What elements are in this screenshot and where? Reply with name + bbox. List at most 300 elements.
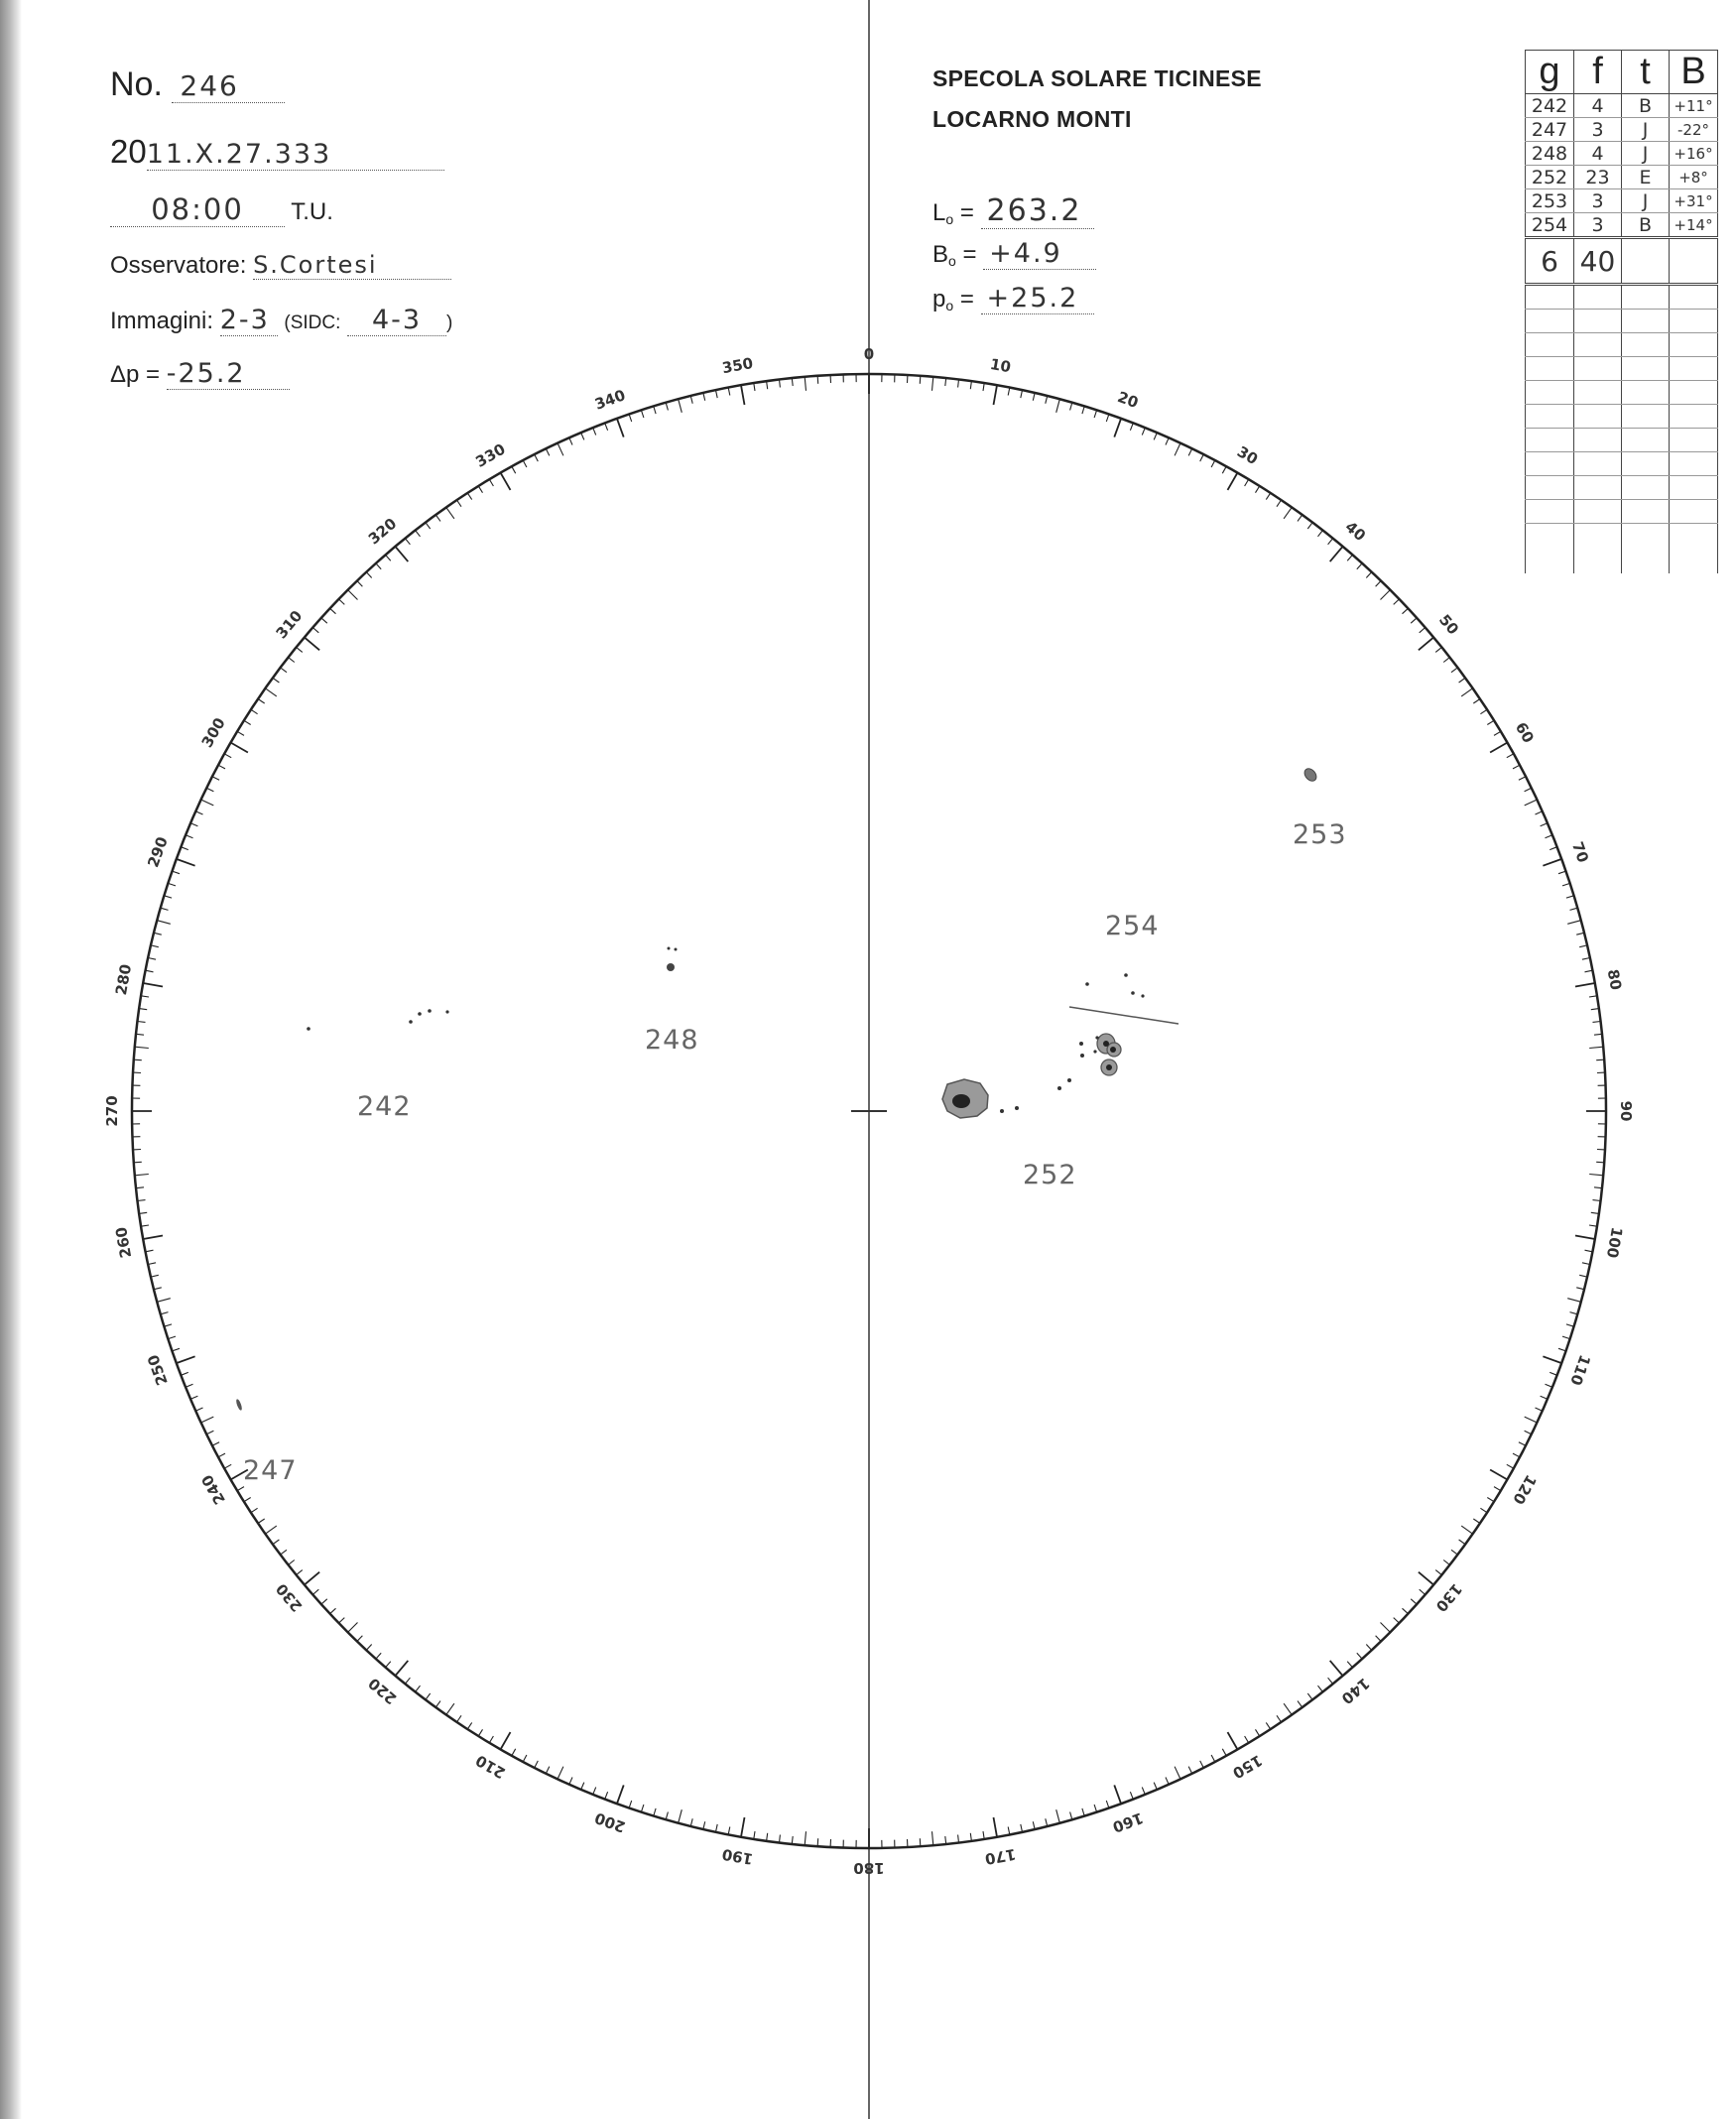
degree-label: 350	[720, 354, 755, 378]
degree-tick	[148, 1263, 156, 1265]
degree-tick	[1033, 393, 1035, 401]
degree-tick	[817, 376, 818, 384]
degree-tick	[523, 1755, 527, 1762]
degree-label: 80	[1603, 967, 1626, 992]
degree-tick	[146, 970, 154, 972]
spot-dot	[1015, 1106, 1019, 1110]
degree-tick	[1394, 1618, 1400, 1624]
degree-tick	[1546, 835, 1552, 838]
p-value: +25.2	[981, 283, 1094, 314]
degree-tick	[1357, 1653, 1362, 1659]
degree-label: 20	[1115, 387, 1141, 413]
sidc-label: (SIDC:	[284, 312, 341, 333]
degree-tick	[154, 933, 162, 935]
degree-tick	[1166, 1778, 1169, 1785]
spot-count: 3	[1574, 118, 1622, 142]
degree-label: 120	[1509, 1471, 1541, 1508]
degree-tick	[1130, 1792, 1133, 1800]
degree-tick	[386, 1662, 391, 1668]
degree-tick	[1593, 1022, 1601, 1023]
degree-tick	[546, 448, 550, 455]
degree-tick	[146, 1250, 154, 1252]
degree-tick	[258, 699, 265, 704]
degree-tick	[932, 1831, 933, 1845]
degree-tick	[1494, 731, 1501, 735]
degree-tick	[138, 1200, 146, 1201]
degree-label: 60	[1511, 718, 1538, 747]
group-type: J	[1622, 189, 1670, 213]
degree-tick	[1589, 1047, 1603, 1048]
degree-tick	[1330, 547, 1343, 561]
L-sub: o	[945, 211, 954, 227]
degree-tick	[297, 647, 303, 652]
degree-tick	[1094, 410, 1097, 418]
umbra-252-f	[1106, 1064, 1112, 1070]
degree-tick	[181, 847, 188, 850]
degree-tick	[1582, 1263, 1590, 1265]
spot-dot	[307, 1027, 310, 1031]
degree-tick	[1589, 1225, 1597, 1226]
degree-tick	[703, 1821, 705, 1829]
degree-tick	[201, 1417, 214, 1423]
degree-tick	[1490, 1470, 1507, 1480]
degree-tick	[805, 377, 806, 391]
degree-label: 10	[988, 354, 1013, 377]
degree-tick	[501, 473, 511, 490]
degree-tick	[143, 1236, 163, 1240]
degree-tick	[1318, 1685, 1323, 1691]
degree-label: 130	[1431, 1579, 1466, 1616]
degree-tick	[1211, 460, 1215, 467]
degree-tick	[1307, 1693, 1312, 1699]
degree-tick	[805, 1831, 806, 1845]
degree-tick	[376, 1653, 381, 1659]
degree-tick	[558, 1767, 563, 1780]
degree-tick	[212, 777, 219, 781]
degree-tick	[1366, 572, 1371, 578]
degree-tick	[1266, 493, 1270, 500]
degree-tick	[157, 921, 171, 925]
degree-tick	[945, 378, 946, 386]
degree-tick	[767, 381, 768, 389]
degree-tick	[1443, 658, 1449, 663]
group-label-242: 242	[357, 1091, 412, 1122]
degree-tick	[161, 908, 169, 910]
degree-tick	[1411, 618, 1417, 623]
degree-tick	[1008, 388, 1010, 396]
degree-tick	[168, 1336, 176, 1339]
group-number: 252	[1526, 166, 1574, 189]
number-value: 246	[172, 69, 285, 103]
degree-tick	[467, 1722, 471, 1729]
degree-tick	[416, 1685, 421, 1691]
degree-tick	[1130, 423, 1133, 431]
degree-tick	[1596, 1162, 1604, 1163]
degree-tick	[173, 871, 181, 874]
degree-tick	[1525, 788, 1532, 792]
degree-tick	[1381, 1623, 1391, 1633]
degree-label: 160	[1110, 1808, 1146, 1836]
total-groups: 6	[1526, 238, 1574, 285]
degree-tick	[251, 709, 258, 713]
degree-tick	[1550, 847, 1557, 850]
degree-tick	[376, 563, 381, 569]
degree-tick	[1575, 983, 1595, 987]
degree-tick	[690, 1818, 692, 1826]
sunspot-group-253	[1302, 766, 1319, 783]
degree-tick	[958, 1835, 959, 1843]
degree-label: 280	[112, 962, 136, 997]
degree-tick	[1376, 581, 1382, 587]
degree-tick	[679, 399, 682, 413]
umbra-252	[952, 1094, 970, 1108]
degree-tick	[224, 754, 231, 758]
spot-count: 4	[1574, 94, 1622, 118]
degree-tick	[1070, 1812, 1072, 1820]
spot-count: 3	[1574, 213, 1622, 238]
degree-tick	[212, 1442, 219, 1446]
group-number: 242	[1526, 94, 1574, 118]
degree-tick	[780, 380, 781, 388]
degree-tick	[1021, 1824, 1023, 1832]
degree-tick	[1567, 921, 1581, 925]
degree-label: 110	[1566, 1352, 1594, 1388]
degree-tick	[1347, 1662, 1352, 1668]
degree-tick	[1451, 1550, 1457, 1555]
degree-tick	[489, 479, 493, 486]
group-latitude: +8°	[1670, 166, 1718, 189]
degree-tick	[1575, 1236, 1595, 1240]
degree-tick	[716, 1824, 718, 1832]
degree-tick	[1245, 479, 1249, 486]
group-latitude: -22°	[1670, 118, 1718, 142]
degree-tick	[593, 1788, 596, 1795]
degree-label: 220	[364, 1674, 401, 1708]
degree-label: 210	[472, 1751, 509, 1783]
degree-tick	[201, 800, 214, 806]
date-value: 11.X.27.333	[147, 139, 444, 171]
degree-tick	[1576, 933, 1584, 935]
degree-tick	[1228, 473, 1238, 490]
degree-tick	[1366, 1645, 1371, 1651]
degree-tick	[206, 788, 213, 792]
spot-count: 3	[1574, 189, 1622, 213]
degree-tick	[321, 618, 327, 623]
degree-tick	[446, 1703, 454, 1714]
degree-tick	[641, 1805, 644, 1812]
header-g: g	[1526, 51, 1574, 94]
group-latitude: +31°	[1670, 189, 1718, 213]
group-label-253: 253	[1293, 819, 1347, 850]
degree-tick	[141, 1225, 149, 1226]
degree-tick	[994, 385, 998, 405]
degree-tick	[1585, 1250, 1593, 1252]
degree-tick	[1550, 1372, 1557, 1375]
observatory-name: SPECOLA SOLARE TICINESE	[932, 65, 1262, 91]
degree-tick	[1106, 1801, 1109, 1808]
degree-tick	[1188, 448, 1192, 455]
degree-tick	[569, 1778, 572, 1785]
degree-tick	[405, 539, 410, 545]
group-label-252: 252	[1023, 1160, 1077, 1190]
group-label-247: 247	[243, 1455, 298, 1486]
degree-label: 140	[1337, 1674, 1374, 1708]
delta-p-label: Δp =	[110, 361, 161, 388]
degree-tick	[1056, 1809, 1060, 1823]
degree-tick	[546, 1767, 550, 1774]
degree-tick	[1166, 437, 1169, 444]
degree-tick	[1082, 1808, 1084, 1816]
degree-tick	[177, 859, 195, 866]
degree-tick	[1562, 1336, 1570, 1339]
degree-tick	[512, 466, 516, 473]
degree-tick	[1188, 1767, 1192, 1774]
spot-dot	[445, 1010, 448, 1013]
group-latitude: +16°	[1670, 142, 1718, 166]
group-type: B	[1622, 94, 1670, 118]
degree-tick	[1473, 699, 1480, 704]
degree-tick	[305, 637, 319, 650]
degree-tick	[1347, 555, 1352, 561]
degree-tick	[629, 1801, 632, 1808]
degree-tick	[1298, 515, 1302, 522]
degree-tick	[958, 380, 959, 388]
degree-tick	[1328, 1678, 1333, 1683]
degree-tick	[143, 983, 163, 987]
degree-tick	[1154, 1783, 1157, 1790]
degree-tick	[1507, 754, 1514, 758]
degree-tick	[1546, 1384, 1552, 1387]
degree-tick	[251, 1508, 258, 1512]
group-label-248: 248	[645, 1025, 699, 1056]
degree-tick	[1459, 678, 1466, 683]
degree-tick	[366, 572, 371, 578]
degree-tick	[654, 1808, 656, 1816]
degree-tick	[535, 454, 539, 461]
degree-tick	[617, 419, 624, 437]
degree-tick	[281, 1550, 287, 1555]
spot-dot	[1057, 1086, 1061, 1090]
degree-tick	[489, 1736, 493, 1743]
degree-tick	[1142, 1788, 1145, 1795]
degree-tick	[148, 958, 156, 960]
degree-tick	[273, 678, 280, 683]
degree-tick	[920, 1838, 921, 1846]
time-unit: T.U.	[291, 198, 333, 225]
degree-tick	[1594, 1034, 1602, 1035]
spot-dot	[1067, 1078, 1071, 1082]
degree-tick	[1307, 523, 1312, 529]
degree-tick	[983, 1831, 984, 1839]
group-number: 254	[1526, 213, 1574, 238]
degree-tick	[1046, 1818, 1048, 1826]
spot-247	[235, 1399, 243, 1412]
degree-tick	[1541, 1396, 1548, 1399]
degree-tick	[1435, 647, 1441, 652]
spot-dot	[1131, 991, 1135, 995]
degree-tick	[312, 628, 318, 633]
header-f: f	[1574, 51, 1622, 94]
spot-dot	[1124, 973, 1128, 977]
degree-tick	[1435, 1570, 1441, 1575]
group-number: 247	[1526, 118, 1574, 142]
spot-count: 23	[1574, 166, 1622, 189]
degree-tick	[231, 743, 248, 753]
degree-tick	[754, 1831, 755, 1839]
degree-tick	[512, 1749, 516, 1756]
degree-tick	[1591, 1009, 1599, 1010]
degree-tick	[1558, 871, 1566, 874]
degree-tick	[1200, 454, 1204, 461]
degree-tick	[386, 555, 391, 561]
degree-tick	[1420, 628, 1426, 633]
degree-label: 50	[1434, 610, 1463, 639]
degree-tick	[569, 437, 572, 444]
degree-tick	[1525, 1417, 1538, 1423]
degree-tick	[224, 1464, 231, 1468]
time-value: 08:00	[110, 192, 285, 227]
degree-tick	[792, 1836, 793, 1844]
spot-248	[667, 963, 675, 971]
B-value: +4.9	[983, 238, 1096, 270]
degree-tick	[1033, 1821, 1035, 1829]
degree-tick	[244, 1498, 251, 1502]
degree-tick	[501, 1732, 511, 1749]
L-value: 263.2	[981, 193, 1094, 229]
degree-tick	[593, 428, 596, 435]
degree-tick	[218, 1453, 225, 1457]
degree-label: 180	[853, 1859, 885, 1877]
group-type: J	[1622, 142, 1670, 166]
degree-tick	[366, 1645, 371, 1651]
degree-label: 310	[272, 606, 307, 643]
spot-dot	[675, 948, 678, 951]
degree-tick	[206, 1431, 213, 1434]
degree-tick	[1211, 1755, 1215, 1762]
degree-tick	[780, 1835, 781, 1843]
group-number: 248	[1526, 142, 1574, 166]
sunspot-group-248	[667, 947, 678, 972]
degree-tick	[457, 500, 462, 507]
degree-tick	[1525, 1431, 1532, 1434]
degree-label: 300	[197, 714, 229, 751]
sunspot-group-247	[235, 1399, 243, 1412]
degree-tick	[1513, 1453, 1520, 1457]
degree-tick	[666, 403, 668, 411]
degree-tick	[1070, 403, 1072, 411]
degree-tick	[920, 376, 921, 384]
degree-tick	[703, 393, 705, 401]
degree-tick	[195, 1408, 202, 1411]
degree-tick	[945, 1836, 946, 1844]
degree-tick	[348, 590, 358, 600]
degree-tick	[1277, 500, 1282, 507]
degree-tick	[151, 945, 159, 947]
degree-tick	[1519, 1442, 1526, 1446]
degree-tick	[1142, 428, 1145, 435]
degree-tick	[135, 1175, 149, 1176]
degree-tick	[1443, 1560, 1449, 1565]
degree-tick	[1487, 720, 1494, 724]
degree-tick	[741, 1817, 745, 1837]
degree-tick	[1357, 563, 1362, 569]
sunspot-group-252	[942, 1034, 1121, 1118]
degree-tick	[141, 996, 149, 997]
L-eq: =	[959, 199, 974, 226]
umbra-252-f	[1110, 1047, 1116, 1053]
degree-tick	[186, 1384, 192, 1387]
degree-label: 90	[1617, 1100, 1635, 1122]
degree-tick	[1513, 765, 1520, 769]
degree-tick	[165, 896, 173, 898]
degree-tick	[1589, 1175, 1603, 1176]
degree-tick	[136, 1187, 144, 1188]
degree-label: 190	[720, 1844, 755, 1868]
degree-tick	[1256, 1729, 1260, 1736]
degree-tick	[817, 1838, 818, 1846]
spot-dot	[668, 947, 671, 950]
degree-tick	[467, 493, 471, 500]
degree-tick	[1585, 970, 1593, 972]
degree-tick	[289, 658, 295, 663]
degree-tick	[1536, 1408, 1543, 1411]
degree-tick	[1570, 1312, 1578, 1314]
degree-tick	[1094, 1805, 1097, 1812]
degree-label: 0	[863, 345, 875, 363]
degree-label: 170	[983, 1844, 1018, 1868]
degree-tick	[161, 1312, 169, 1314]
degree-tick	[1519, 777, 1526, 781]
degree-tick	[1487, 1498, 1494, 1502]
sunspot-group-254	[1069, 973, 1178, 1024]
degree-tick	[1394, 599, 1400, 605]
degree-tick	[716, 390, 718, 398]
degree-tick	[535, 1761, 539, 1768]
degree-tick	[1579, 1275, 1587, 1277]
degree-tick	[305, 1572, 319, 1585]
degree-tick	[195, 811, 202, 814]
degree-tick	[1451, 668, 1457, 673]
degree-tick	[994, 1817, 998, 1837]
degree-tick	[330, 608, 336, 613]
sunspot-group-242	[307, 1009, 448, 1031]
degree-tick	[273, 1540, 280, 1545]
header-b: B	[1670, 51, 1718, 94]
degree-tick	[1594, 1187, 1602, 1188]
degree-tick	[1579, 945, 1587, 947]
degree-tick	[654, 407, 656, 415]
degree-tick	[741, 385, 745, 405]
degree-tick	[181, 1372, 188, 1375]
degree-tick	[690, 396, 692, 404]
images-label: Immagini:	[110, 308, 214, 334]
degree-tick	[1589, 996, 1597, 997]
umbra-252-f	[1103, 1041, 1109, 1047]
degree-tick	[1114, 1785, 1121, 1804]
degree-tick	[435, 515, 440, 522]
degree-tick	[1266, 1722, 1270, 1729]
group-latitude: +11°	[1670, 94, 1718, 118]
p-label: p	[932, 286, 946, 312]
group-label-254: 254	[1105, 911, 1160, 941]
degree-tick	[478, 486, 482, 493]
degree-tick	[666, 1812, 668, 1820]
total-spots: 40	[1574, 238, 1622, 285]
degree-tick	[1256, 486, 1260, 493]
degree-tick	[1570, 908, 1578, 910]
degree-tick	[186, 835, 192, 838]
degree-tick	[1245, 1736, 1249, 1743]
